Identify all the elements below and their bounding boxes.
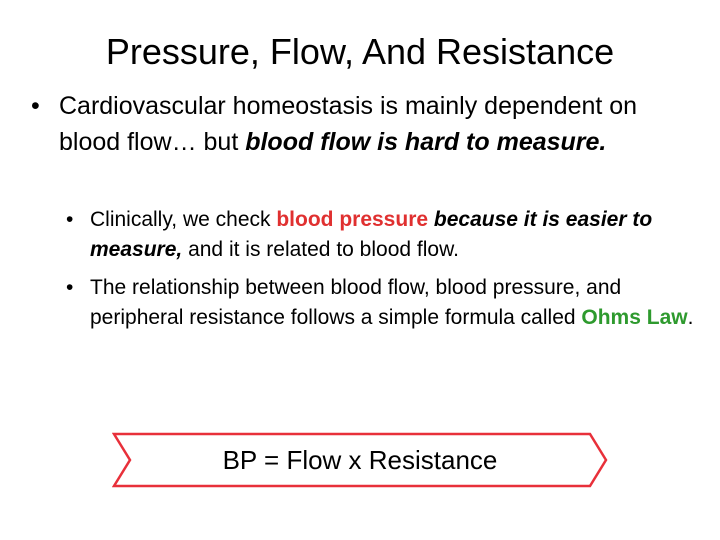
subbullet-text-emphasis: because it is easier to measure, [90,208,653,261]
subbullet-marker: • [66,276,74,299]
ohms-law-highlight: Ohms Law [581,306,688,329]
bullet-text [59,88,699,160]
subbullet-text-1: Clinically, we check [90,208,277,231]
subbullet-text [90,273,696,333]
slide-title: Pressure, Flow, And Resistance [105,31,615,72]
bullet-marker: • [31,92,40,120]
bullet-text-plain: Cardiovascular homeostasis is mainly dependent on blood flow… but [59,92,638,156]
formula-box [112,432,608,488]
subbullet-text-3: and it is related to blood flow. [182,238,459,261]
subbullet-text-2: . [687,306,694,329]
blood-pressure-highlight: blood pressure [276,208,429,231]
subbullet-text [90,205,696,265]
bullet-text-emphasis: blood flow is hard to measure. [245,128,607,156]
formula-text: BP = Flow x Resistance [222,445,498,475]
subbullet-text-1: The relationship between blood flow, blood pressure, and peripheral resistance follows a simple formula called [90,276,622,329]
subbullet-marker: • [66,208,74,231]
